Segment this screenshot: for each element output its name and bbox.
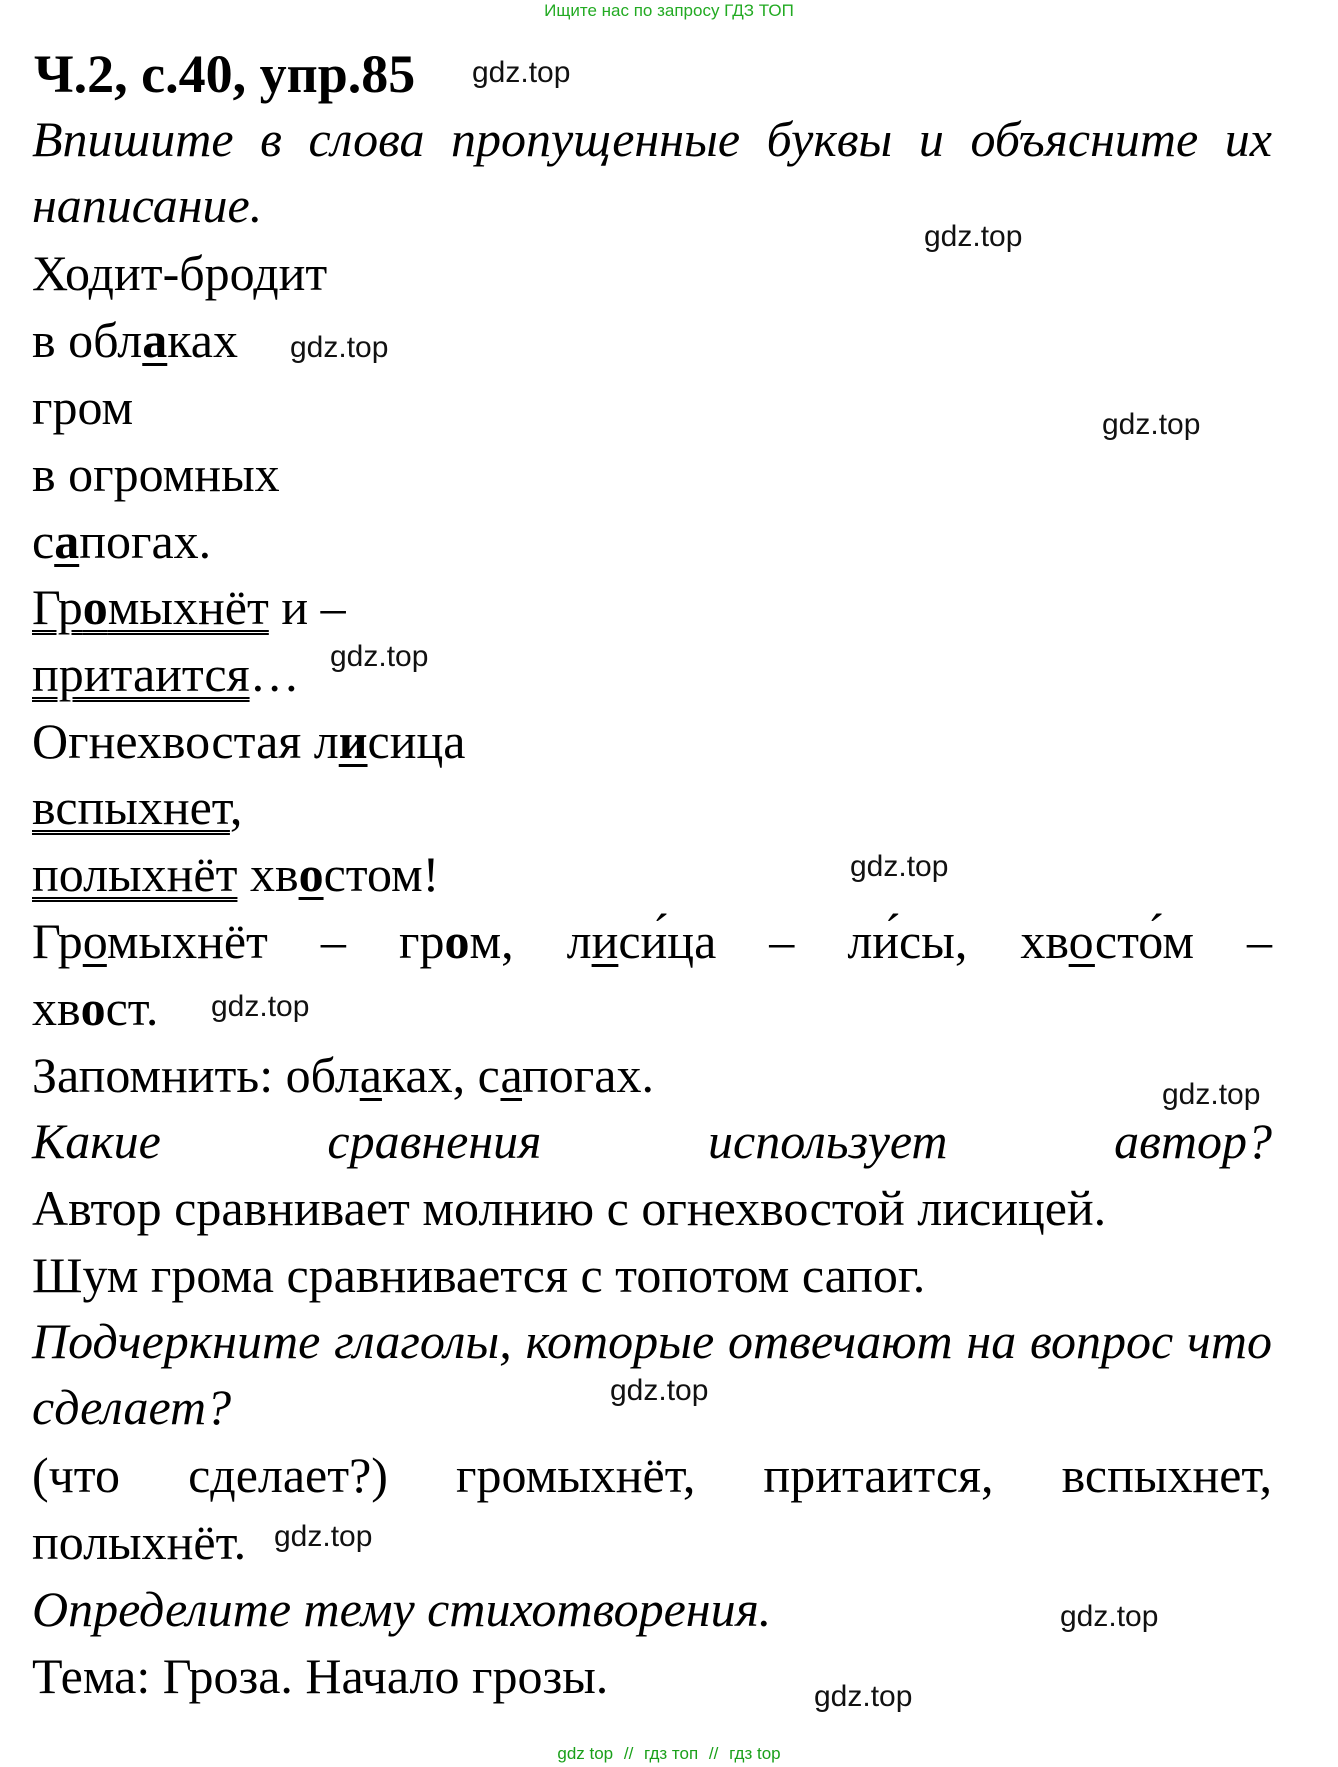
watermark: gdz.top — [1162, 1078, 1261, 1111]
answer-3-line-2: полыхнёт. — [32, 1514, 247, 1570]
poem-line-6: Громыхнёт и – — [32, 579, 346, 635]
poem-line-5: сапогах. — [32, 513, 212, 569]
remember-line: Запомнить: облаках, сапогах. — [32, 1047, 654, 1103]
page-title: Ч.2, с.40, упр.85 — [34, 44, 416, 104]
answer-2-line-2: Шум грома сравнивается с топотом сапог. — [32, 1247, 926, 1303]
verb-underlined: полыхнёт — [32, 846, 238, 902]
answer-3-line-1: (что сделает?) громыхнёт, притаится, вспыхнет, — [32, 1447, 1272, 1503]
watermark: gdz.top — [274, 1520, 373, 1553]
footer-link[interactable]: гдз top — [729, 1744, 781, 1763]
footer-link[interactable]: гдз топ — [644, 1744, 699, 1763]
task-instruction-3: Подчеркните глаголы, которые отвечают на вопрос что сделает? — [32, 1313, 1272, 1435]
footer-link[interactable]: gdz top — [557, 1744, 614, 1763]
watermark: gdz.top — [814, 1680, 913, 1713]
watermark: gdz.top — [211, 990, 310, 1023]
explanation-line-2: хвост. — [32, 980, 159, 1036]
answer-2-line-1: Автор сравнивает молнию с огнехвостой лисицей. — [32, 1180, 1107, 1236]
watermark: gdz.top — [330, 640, 429, 673]
poem-line-4: в огромных — [32, 446, 280, 502]
watermark: gdz.top — [850, 850, 949, 883]
verb-underlined: притаится — [32, 646, 250, 702]
task-instruction-1: Впишите в слова пропущенные буквы и объясните их написание. — [32, 111, 1272, 233]
watermark: gdz.top — [610, 1374, 709, 1407]
search-banner[interactable]: Ищите нас по запросу ГДЗ ТОП — [544, 1, 794, 20]
task-instruction-4: Определите тему стихотворения. — [32, 1581, 772, 1637]
footer-links — [0, 1743, 1338, 1765]
watermark: gdz.top — [290, 331, 389, 364]
footer-separator: // — [623, 1744, 634, 1763]
poem-line-10: полыхнёт хвостом! — [32, 846, 440, 902]
footer-separator: // — [708, 1744, 719, 1763]
poem-line-2: в облаках — [32, 312, 238, 368]
task-instruction-2: Какие сравнения использует автор? — [32, 1113, 1272, 1169]
verb-underlined: вспыхнет — [32, 779, 230, 835]
watermark: gdz.top — [924, 220, 1023, 253]
poem-line-9: вспыхнет, — [32, 779, 243, 835]
answer-4: Тема: Гроза. Начало грозы. — [32, 1648, 609, 1704]
watermark: gdz.top — [1060, 1600, 1159, 1633]
verb-underlined: Громыхнёт — [32, 579, 269, 635]
watermark: gdz.top — [1102, 408, 1201, 441]
poem-line-1: Ходит-бродит — [32, 245, 328, 301]
watermark: gdz.top — [472, 56, 571, 89]
poem-line-8: Огнехвостая лисица — [32, 713, 466, 769]
poem-line-7: притаится… — [32, 646, 300, 702]
explanation-line: Громыхнёт – гром, лиси́ца – ли́сы, хвосто́м – — [32, 913, 1273, 969]
poem-line-3: гром — [32, 379, 134, 435]
